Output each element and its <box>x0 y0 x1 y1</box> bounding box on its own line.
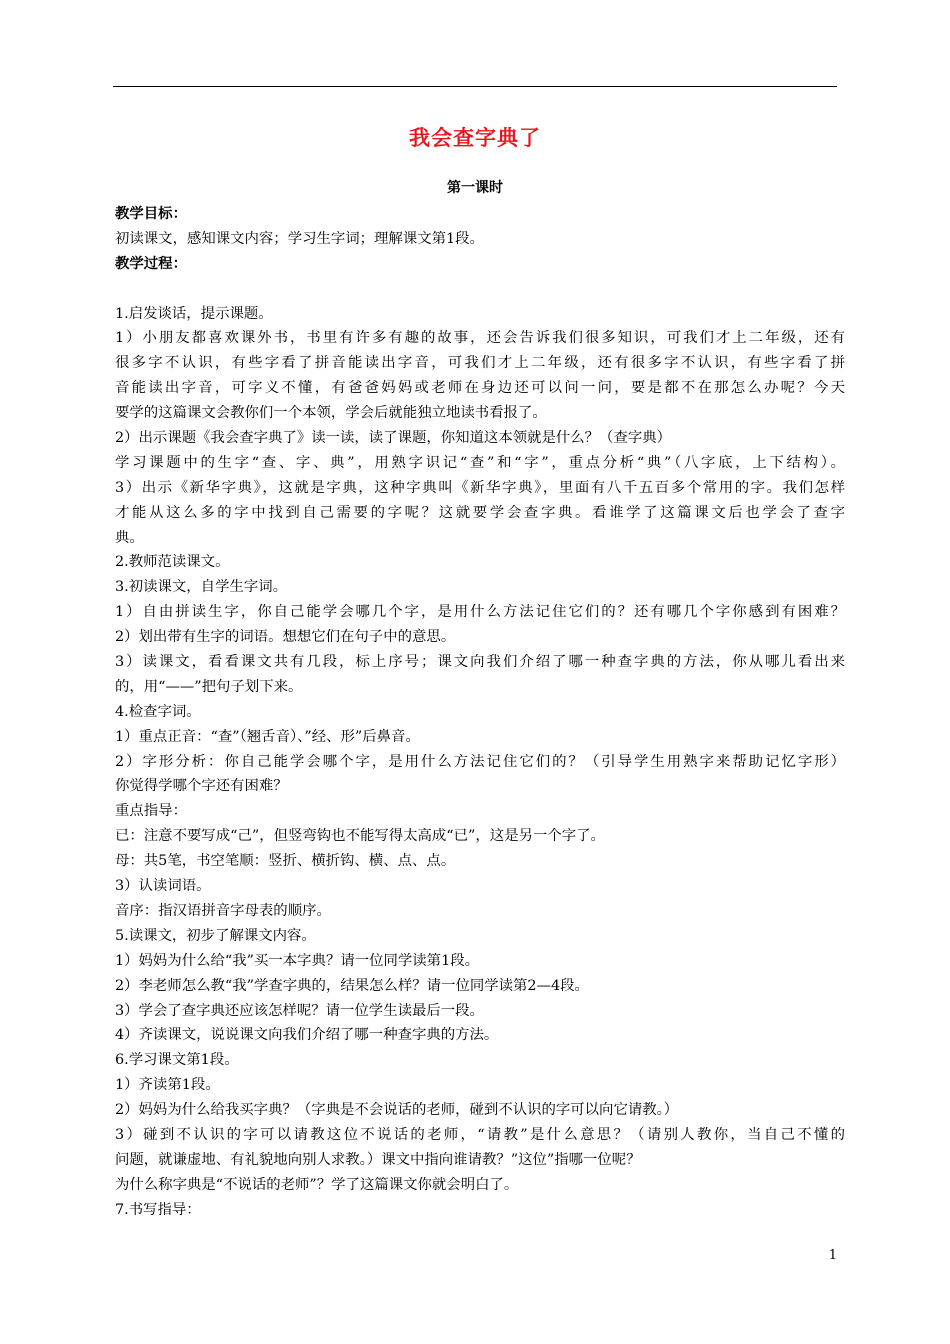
text-line: 2）妈妈为什么给我买字典？（字典是不会说话的老师，碰到不认识的字可以向它请教。） <box>115 1102 679 1119</box>
text-line: 3）学会了查字典还应该怎样呢？请一位学生读最后一段。 <box>115 1002 484 1019</box>
text-line: 3.初读课文，自学生字词。 <box>115 579 288 596</box>
text-line: 3）认读词语。 <box>115 878 211 895</box>
blank-line <box>115 277 845 302</box>
text-line: 音序：指汉语拼音字母表的顺序。 <box>115 902 331 919</box>
document-title: 我会查字典了 <box>409 126 541 150</box>
document-body <box>115 202 845 1223</box>
text-line: 3）碰到不认识的字可以请教这位不说话的老师，“请教”是什么意思？（请别人教你，当自己不懂的 <box>115 1126 845 1143</box>
text-line: 母：共5笔，书空笔顺：竖折、横折钩、横、点、点。 <box>115 853 456 870</box>
text-line: 你觉得学哪个字还有困难？ <box>115 778 288 795</box>
text-line: 2.教师范读课文。 <box>115 554 230 571</box>
text-line: 音能读出字音，可字义不懂，有爸爸妈妈或老师在身边还可以问一问，要是都不在那怎么办呢？今天 <box>115 380 845 397</box>
text-line: 典。 <box>115 529 144 546</box>
text-line: 1）自由拼读生字，你自己能学会哪几个字，是用什么方法记住它们的？还有哪几个字你感到有困难？ <box>115 604 845 621</box>
text-line: 2）出示课题《我会查字典了》读一读，读了课题，你知道这本领就是什么？（查字典） <box>115 430 672 447</box>
text-line: 2）字形分析：你自己能学会哪个字，是用什么方法记住它们的？（引导学生用熟字来帮助记忆字形） <box>115 753 845 770</box>
text-line: 初读课文，感知课文内容；学习生字词；理解课文第1段。 <box>115 230 484 247</box>
text-line: 1.启发谈话，提示课题。 <box>115 305 273 322</box>
page-number: 1 <box>828 1248 837 1263</box>
text-line: 很多字不认识，有些字看了拼音能读出字音，可我们才上二年级，还有很多字不认识，有些字看了拼 <box>115 355 845 372</box>
text-line: 2）李老师怎么教“我”学查字典的，结果怎么样？请一位同学读第2—4段。 <box>115 977 589 994</box>
section-heading: 教学目标： <box>115 206 187 222</box>
text-line: 3）读课文，看看课文共有几段，标上序号；课文向我们介绍了哪一种查字典的方法，你从哪儿看出来 <box>115 654 845 671</box>
text-line: 1）齐读第1段。 <box>115 1077 220 1094</box>
text-line: 才能从这么多的字中找到自己需要的字呢？这就要学会查字典。看谁学了这篇课文后也学会了查字 <box>115 504 845 521</box>
text-line: 4）齐读课文，说说课文向我们介绍了哪一种查字典的方法。 <box>115 1027 499 1044</box>
text-line: 5.读课文，初步了解课文内容。 <box>115 927 316 944</box>
text-line: 重点指导： <box>115 803 187 820</box>
text-line: 问题，就谦虚地、有礼貌地向别人求教。）课文中指向谁请教？”这位”指哪一位呢？ <box>115 1151 641 1168</box>
text-line: 学习课题中的生字“查、字、典”，用熟字识记“查”和“字”，重点分析“典”（八字底，上下结构）。 <box>115 454 845 471</box>
lesson-heading: 第一课时 <box>447 180 503 196</box>
text-line: 2）划出带有生字的词语。想想它们在句子中的意思。 <box>115 629 456 646</box>
header-rule <box>113 86 837 87</box>
text-line: 4.检查字词。 <box>115 703 201 720</box>
text-line: 为什么称字典是“不说话的老师”？学了这篇课文你就会明白了。 <box>115 1176 519 1193</box>
text-line: 7.书写指导： <box>115 1201 201 1218</box>
text-line: 6.学习课文第1段。 <box>115 1052 239 1069</box>
text-line: 1）重点正音：“查”（翘舌音）、”经、形”后鼻音。 <box>115 728 420 745</box>
text-line: 1）小朋友都喜欢课外书，书里有许多有趣的故事，还会告诉我们很多知识，可我们才上二年级，还有 <box>115 330 845 347</box>
text-line: 要学的这篇课文会教你们一个本领，学会后就能独立地读书看报了。 <box>115 405 547 422</box>
section-heading: 教学过程： <box>115 255 187 272</box>
text-line: 3）出示《新华字典》，这就是字典，这种字典叫《新华字典》，里面有八千五百多个常用的字。我们怎样 <box>115 479 845 496</box>
text-line: 已：注意不要写成“己”，但竖弯钩也不能写得太高成“已”，这是另一个字了。 <box>115 828 605 845</box>
text-line: 1）妈妈为什么给“我”买一本字典？请一位同学读第1段。 <box>115 952 480 969</box>
text-line: 的，用“——”把句子划下来。 <box>115 678 303 695</box>
